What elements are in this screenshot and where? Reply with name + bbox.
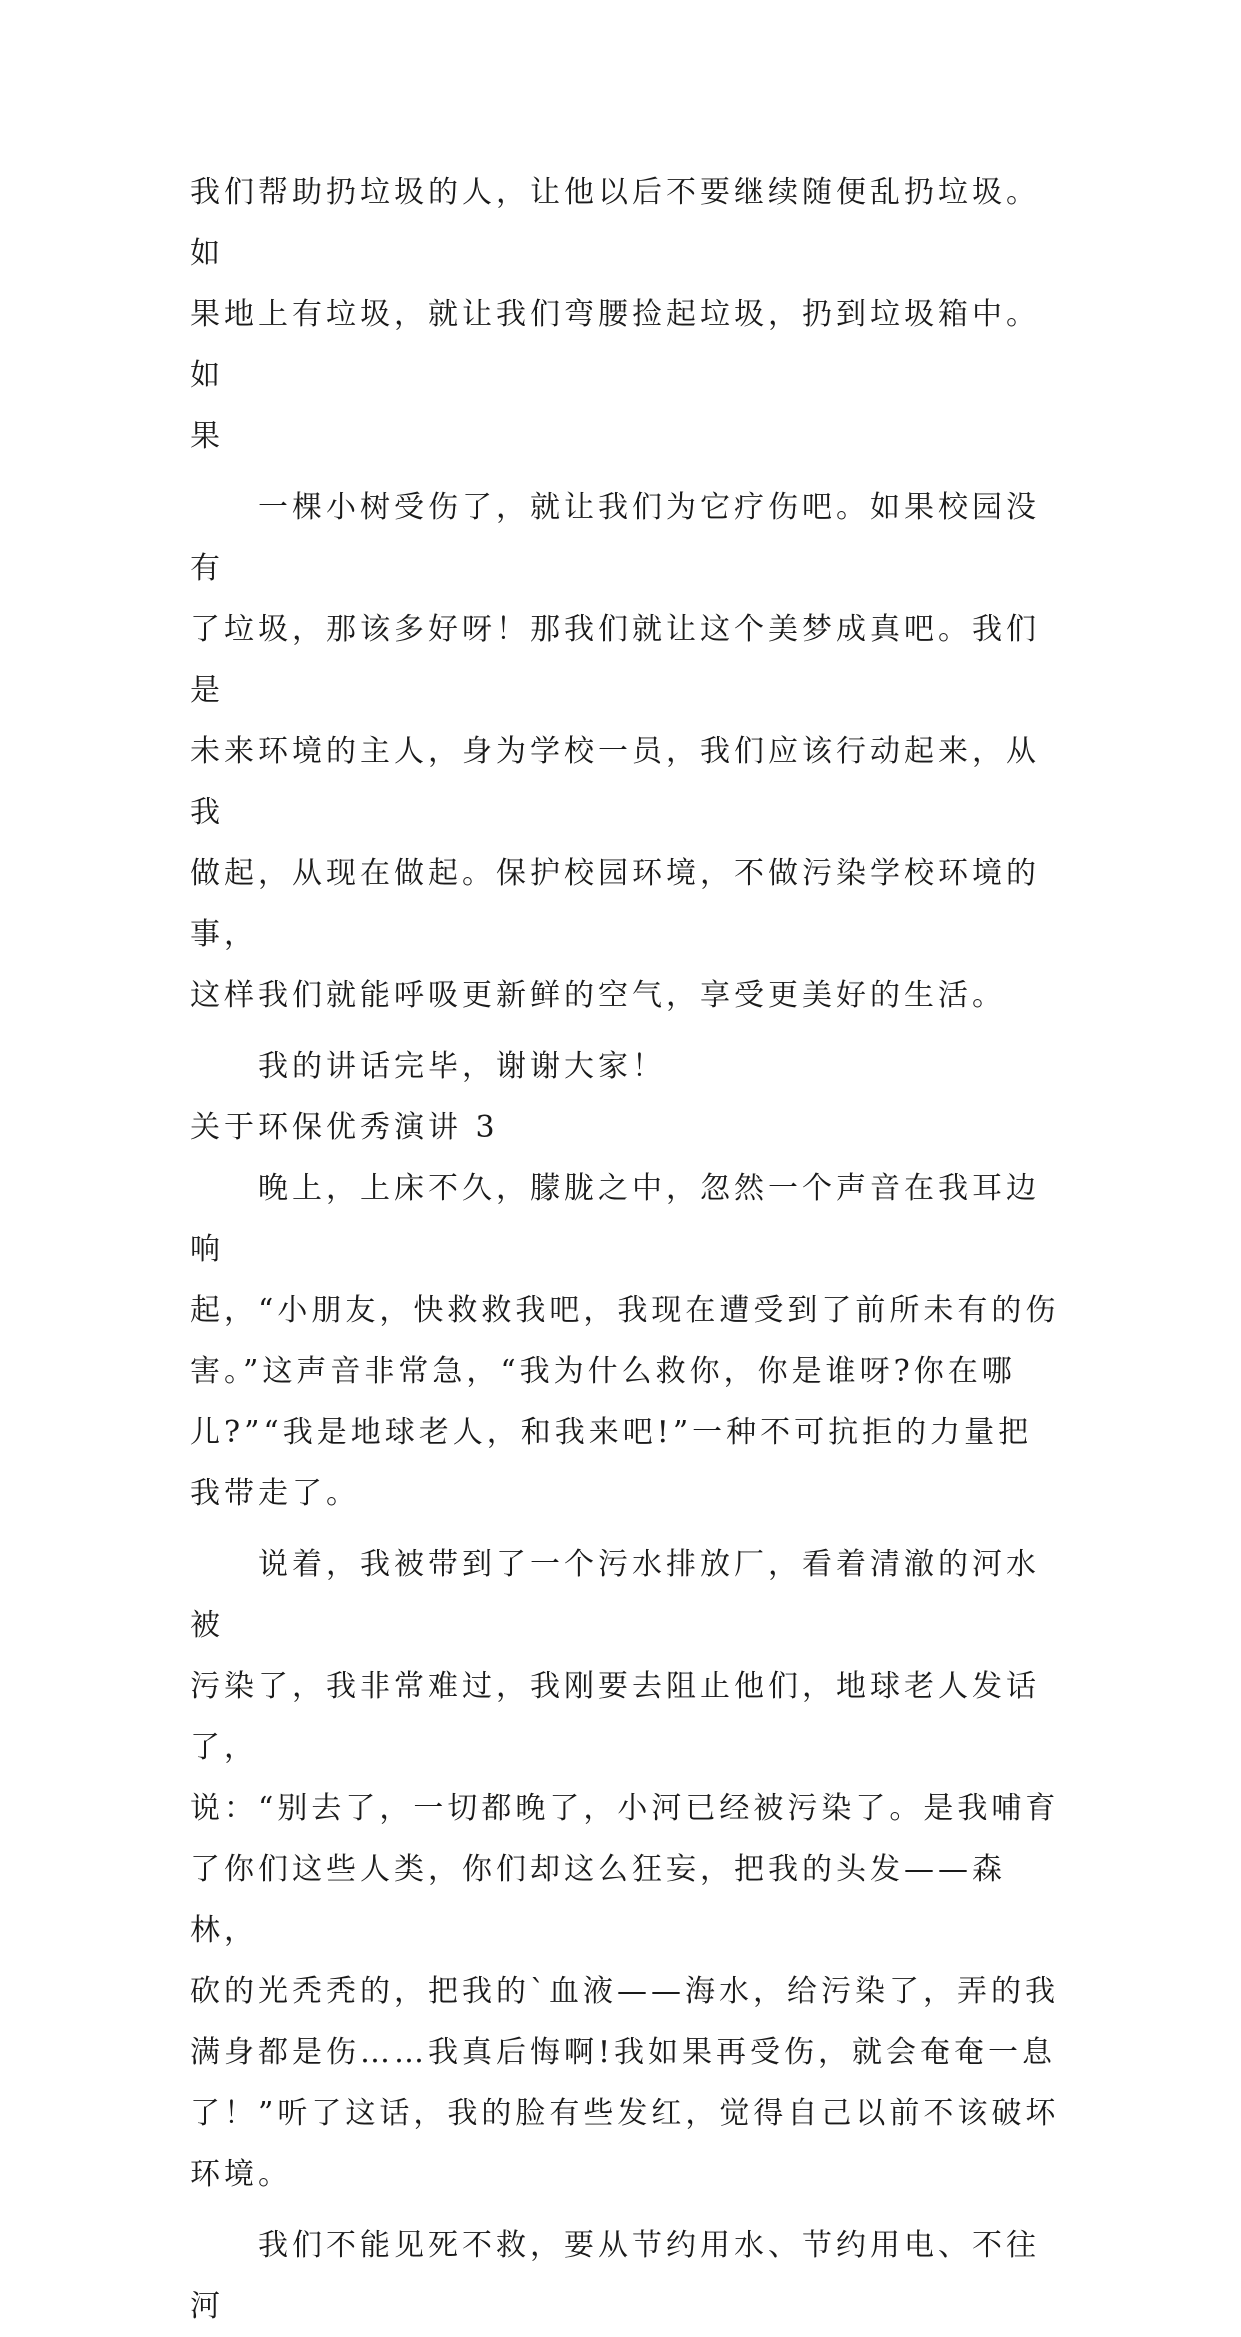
text-line: 害。”这声音非常急，“我为什么救你，你是谁呀?你在哪 xyxy=(190,1354,1016,1389)
heading-text: 关于环保优秀演讲 3 xyxy=(190,1110,499,1145)
text-line: 我的讲话完毕，谢谢大家！ xyxy=(258,1049,666,1084)
text-line: 晚上，上床不久，朦胧之中，忽然一个声音在我耳边响 xyxy=(190,1171,1040,1267)
section-heading xyxy=(190,1097,1070,1158)
paragraph-6 xyxy=(190,2215,1070,2337)
text-line: 环境。 xyxy=(190,2157,292,2192)
text-line: 了垃圾，那该多好呀！那我们就让这个美梦成真吧。我们是 xyxy=(190,612,1040,708)
paragraph-2 xyxy=(190,477,1070,1026)
text-line: 满身都是伤……我真后悔啊!我如果再受伤，就会奄奄一息 xyxy=(190,2035,1057,2070)
text-line: 了！”听了这话，我的脸有些发红，觉得自己以前不该破坏 xyxy=(190,2096,1060,2131)
text-line: 起，“小朋友，快救救我吧，我现在遭受到了前所未有的伤 xyxy=(190,1293,1060,1328)
paragraph-5 xyxy=(190,1534,1070,2205)
text-line: 未来环境的主人，身为学校一员，我们应该行动起来，从我 xyxy=(190,734,1040,830)
text-line: 污染了，我非常难过，我刚要去阻止他们，地球老人发话了， xyxy=(190,1669,1040,1765)
text-line: 做起，从现在做起。保护校园环境，不做污染学校环境的事， xyxy=(190,856,1040,952)
text-line: 了你们这些人类，你们却这么狂妄，把我的头发——森林， xyxy=(190,1852,1006,1948)
text-line: 砍的光秃秃的，把我的`血液——海水，给污染了，弄的我 xyxy=(190,1974,1059,2009)
text-line: 我带走了。 xyxy=(190,1476,360,1511)
document-body xyxy=(190,162,1070,2337)
paragraph-1 xyxy=(190,162,1070,467)
paragraph-4 xyxy=(190,1158,1070,1524)
paragraph-3 xyxy=(190,1036,1070,1097)
text-line: 一棵小树受伤了，就让我们为它疗伤吧。如果校园没有 xyxy=(190,490,1040,586)
text-line: 说：“别去了，一切都晚了，小河已经被污染了。是我哺育 xyxy=(190,1791,1060,1826)
text-line: 我们帮助扔垃圾的人，让他以后不要继续随便乱扔垃圾。如 xyxy=(190,175,1040,271)
text-line: 儿?”“我是地球老人，和我来吧!”一种不可抗拒的力量把 xyxy=(190,1415,1033,1450)
text-line: 我们不能见死不救，要从节约用水、节约用电、不往河 xyxy=(190,2228,1040,2324)
text-line: 这样我们就能呼吸更新鲜的空气，享受更美好的生活。 xyxy=(190,978,1006,1013)
text-line: 果 xyxy=(190,419,224,454)
text-line: 果地上有垃圾，就让我们弯腰捡起垃圾，扔到垃圾箱中。如 xyxy=(190,297,1040,393)
text-line: 说着，我被带到了一个污水排放厂，看着清澈的河水被 xyxy=(190,1547,1040,1643)
